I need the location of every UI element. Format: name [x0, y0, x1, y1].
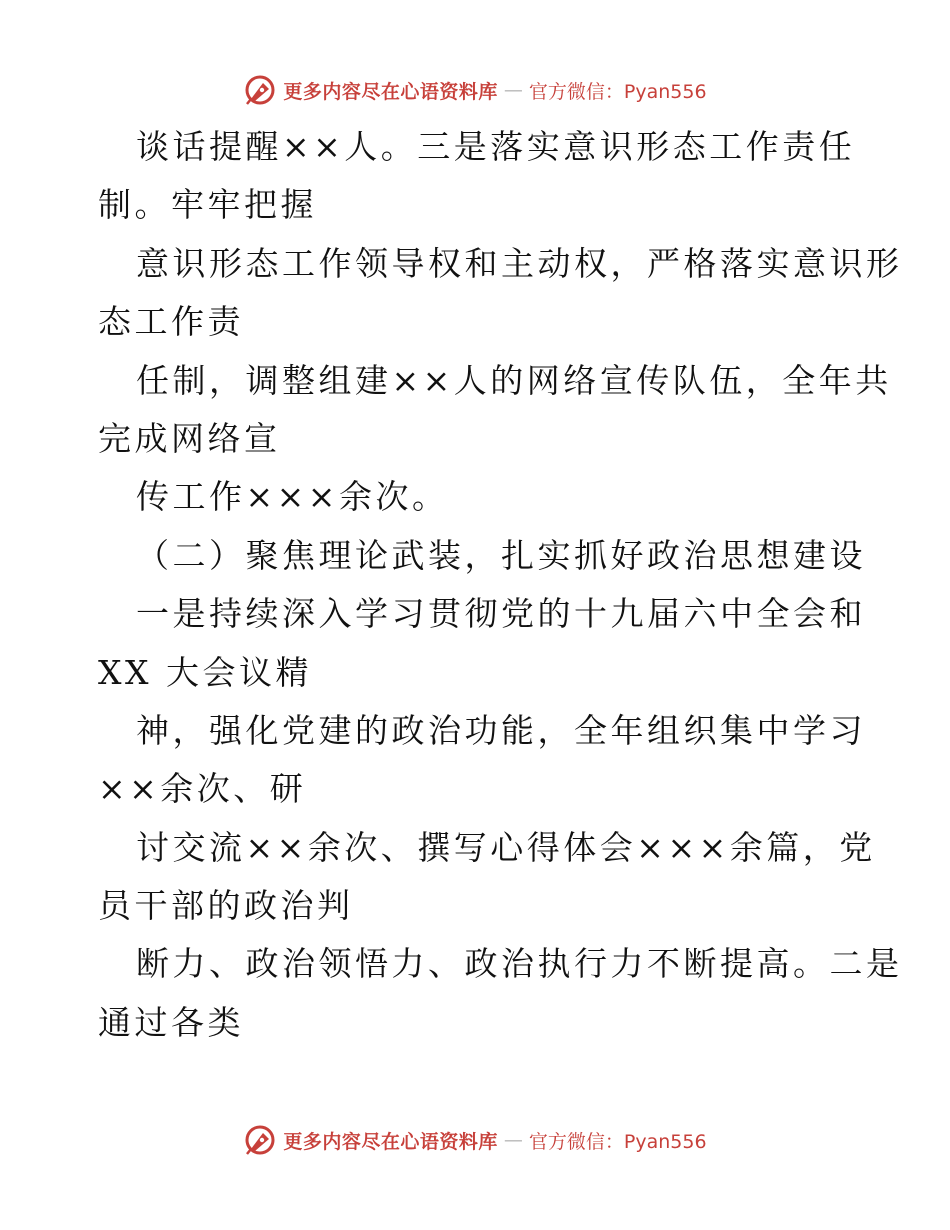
body-line: 制。牢牢把握 — [98, 185, 317, 225]
body-line: XX 大会议精 — [98, 652, 312, 692]
body-line: 神，强化党建的政治功能，全年组织集中学习 — [136, 710, 866, 750]
pen-nib-logo-icon — [243, 1123, 277, 1157]
body-line: 态工作责 — [98, 302, 244, 342]
watermark-contact: 官方微信：Pyan556 — [528, 1130, 707, 1153]
document-body — [98, 118, 903, 1052]
body-line: 通过各类 — [98, 1002, 244, 1042]
body-line: 员干部的政治判 — [98, 886, 354, 926]
watermark-footer — [0, 1120, 950, 1160]
body-line: 谈话提醒××人。三是落实意识形态工作责任 — [136, 127, 856, 166]
pen-nib-logo-icon — [243, 73, 277, 107]
body-line: 讨交流××余次、撰写心得体会×××余篇，党 — [136, 827, 876, 867]
watermark-dash: — — [503, 79, 523, 101]
body-line: 意识形态工作领导权和主动权，严格落实意识形 — [136, 243, 903, 283]
body-line: 断力、政治领悟力、政治执行力不断提高。二是 — [136, 944, 903, 984]
section-heading: （二）聚焦理论武装，扎实抓好政治思想建设 — [136, 535, 866, 575]
watermark-contact: 官方微信：Pyan556 — [528, 80, 707, 103]
body-line: 任制，调整组建××人的网络宣传队伍，全年共 — [136, 360, 892, 400]
body-line: 一是持续深入学习贯彻党的十九届六中全会和 — [136, 594, 866, 634]
watermark-title: 更多内容尽在心语资料库 — [283, 80, 498, 103]
body-line: ××余次、研 — [98, 769, 307, 809]
body-line: 完成网络宣 — [98, 418, 281, 458]
watermark-dash: — — [503, 1129, 523, 1151]
watermark-title: 更多内容尽在心语资料库 — [283, 1130, 498, 1153]
body-line: 传工作×××余次。 — [136, 477, 449, 517]
watermark-header — [0, 70, 950, 110]
